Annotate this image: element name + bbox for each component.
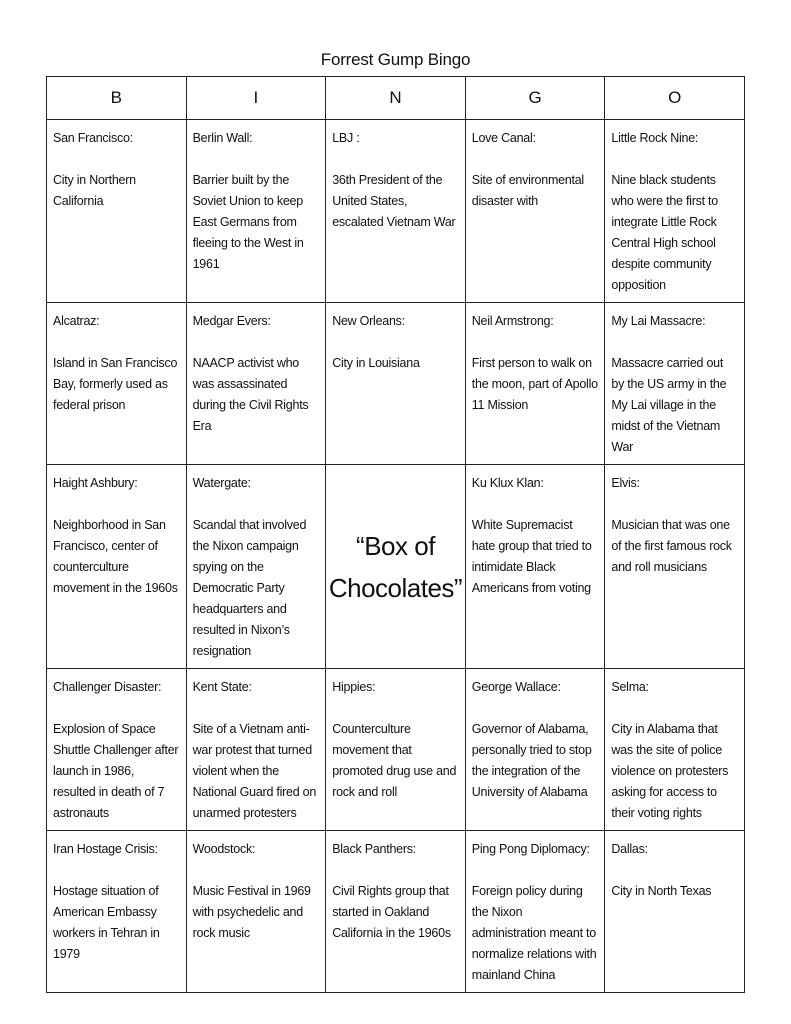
page-title: Forrest Gump Bingo: [320, 50, 471, 69]
free-space-cell: [326, 465, 466, 669]
cell-term: Haight Ashbury:: [53, 476, 138, 490]
cell-term: Love Canal:: [471, 131, 536, 145]
cell-definition: City in Northern California: [53, 173, 136, 208]
bingo-row-4: [47, 669, 745, 831]
bingo-cell: [465, 465, 605, 669]
cell-definition: Massacre carried out by the US army in the My Lai village in the midst of the Vietnam War: [611, 356, 727, 454]
cell-definition: Hostage situation of American Embassy workers in Tehran in 1979: [53, 884, 160, 961]
cell-term: Kent State:: [192, 680, 252, 694]
bingo-row-3: [47, 465, 745, 669]
bingo-cell: [186, 831, 326, 993]
bingo-cell: [47, 303, 187, 465]
cell-definition: Island in San Francisco Bay, formerly used as federal prison: [53, 356, 178, 412]
bingo-cell: [47, 669, 187, 831]
bingo-cell: [326, 669, 466, 831]
header-n: N: [326, 77, 466, 120]
bingo-cell: [605, 120, 745, 303]
cell-term: Neil Armstrong:: [471, 314, 554, 328]
cell-definition: City in North Texas: [611, 884, 712, 898]
bingo-cell: [186, 669, 326, 831]
cell-definition: Civil Rights group that started in Oakland California in the 1960s: [332, 884, 451, 940]
bingo-cell: [47, 120, 187, 303]
cell-term: San Francisco:: [53, 131, 133, 145]
cell-term: Ku Klux Klan:: [471, 476, 544, 490]
bingo-cell: [326, 120, 466, 303]
cell-term: Alcatraz:: [53, 314, 100, 328]
bingo-row-2: [47, 303, 745, 465]
bingo-cell: [465, 831, 605, 993]
bingo-cell: [465, 303, 605, 465]
cell-term: New Orleans:: [332, 314, 405, 328]
bingo-cell: [465, 669, 605, 831]
bingo-cell: [605, 831, 745, 993]
header-b: B: [47, 77, 187, 120]
bingo-cell: [326, 831, 466, 993]
bingo-cell: [465, 120, 605, 303]
bingo-cell: [186, 465, 326, 669]
cell-definition: Site of environmental disaster with: [471, 173, 584, 208]
cell-term: Selma:: [611, 680, 649, 694]
cell-term: Berlin Wall:: [192, 131, 253, 145]
cell-definition: Musician that was one of the first famous rock and roll musicians: [611, 518, 732, 574]
bingo-card: [46, 76, 745, 993]
header-g: G: [465, 77, 605, 120]
cell-term: Woodstock:: [192, 842, 256, 856]
cell-definition: City in Alabama that was the site of police violence on protesters asking for access to their voting rights: [611, 722, 729, 820]
cell-definition: Foreign policy during the Nixon administration meant to normalize relations with mainland China: [471, 884, 597, 982]
bingo-cell: [605, 465, 745, 669]
cell-term: Little Rock Nine:: [611, 131, 699, 145]
bingo-row-1: [47, 120, 745, 303]
cell-definition: NAACP activist who was assassinated during the Civil Rights Era: [192, 356, 309, 433]
free-space-line-1: “Box of: [356, 530, 435, 561]
bingo-cell: [186, 120, 326, 303]
bingo-cell: [326, 303, 466, 465]
cell-term: Hippies:: [332, 680, 376, 694]
cell-definition: City in Louisiana: [332, 356, 420, 370]
cell-term: Black Panthers:: [332, 842, 416, 856]
cell-term: Ping Pong Diplomacy:: [471, 842, 590, 856]
bingo-cell: [186, 303, 326, 465]
bingo-cell: [47, 831, 187, 993]
header-row: [47, 77, 745, 120]
header-i: I: [186, 77, 326, 120]
cell-term: Challenger Disaster:: [53, 680, 162, 694]
cell-term: Dallas:: [611, 842, 648, 856]
bingo-row-5: [47, 831, 745, 993]
cell-definition: Governor of Alabama, personally tried to stop the integration of the University of Alabama: [471, 722, 592, 799]
cell-definition: White Supremacist hate group that tried to intimidate Black Americans from voting: [471, 518, 592, 595]
bingo-cell: [605, 303, 745, 465]
cell-term: Medgar Evers:: [192, 314, 271, 328]
cell-definition: Neighborhood in San Francisco, center of counterculture movement in the 1960s: [53, 518, 178, 595]
cell-definition: Scandal that involved the Nixon campaign spying on the Democratic Party headquarters and resulted in Nixon’s resignation: [192, 518, 307, 658]
cell-definition: 36th President of the United States, escalated Vietnam War: [332, 173, 456, 229]
cell-term: Iran Hostage Crisis:: [53, 842, 158, 856]
cell-definition: Counterculture movement that promoted drug use and rock and roll: [332, 722, 457, 799]
cell-term: George Wallace:: [471, 680, 561, 694]
bingo-cell: [605, 669, 745, 831]
cell-term: Elvis:: [611, 476, 640, 490]
cell-term: Watergate:: [192, 476, 251, 490]
cell-definition: Barrier built by the Soviet Union to keep East Germans from fleeing to the West in 1961: [192, 173, 304, 271]
free-space-line-2: Chocolates”: [328, 572, 463, 603]
cell-definition: Site of a Vietnam anti-war protest that turned violent when the National Guard fired on unarmed protesters: [192, 722, 317, 820]
bingo-cell: [47, 465, 187, 669]
cell-definition: Nine black students who were the first to integrate Little Rock Central High school despite community opposition: [611, 173, 718, 292]
cell-term: My Lai Massacre:: [611, 314, 706, 328]
cell-definition: First person to walk on the moon, part of Apollo 11 Mission: [471, 356, 598, 412]
cell-term: LBJ :: [332, 131, 360, 145]
header-o: O: [605, 77, 745, 120]
cell-definition: Explosion of Space Shuttle Challenger after launch in 1986, resulted in death of 7 astronauts: [53, 722, 179, 820]
cell-definition: Music Festival in 1969 with psychedelic and rock music: [192, 884, 311, 940]
